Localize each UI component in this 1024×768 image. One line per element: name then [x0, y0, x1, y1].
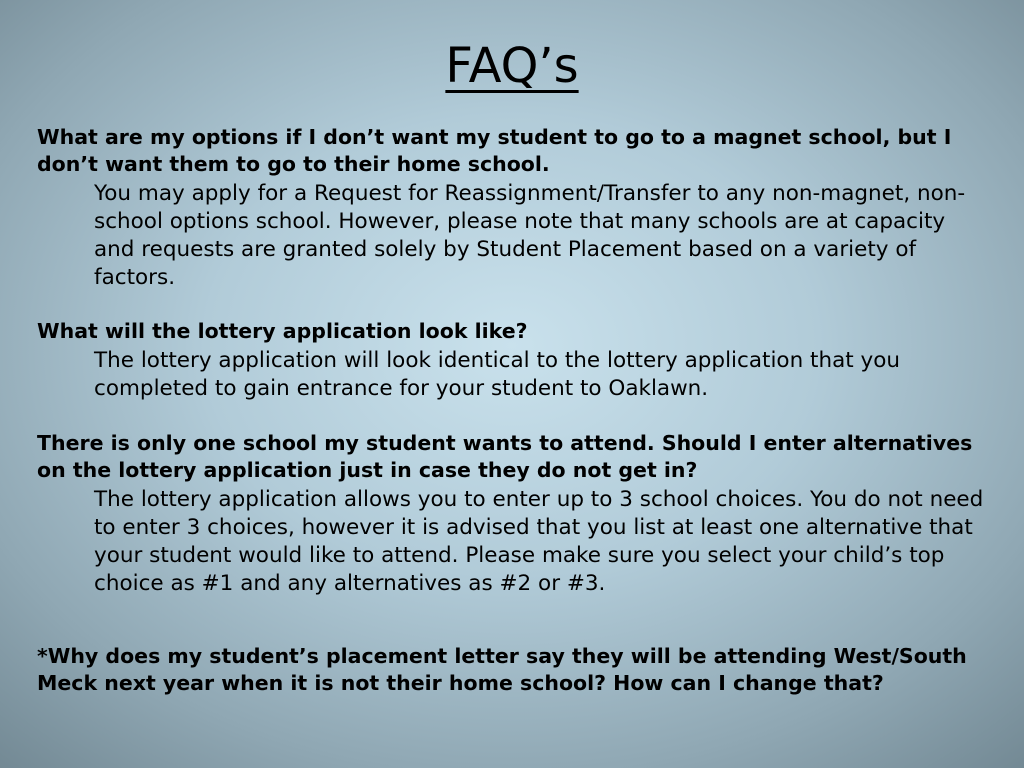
faq-question: What are my options if I don’t want my student to go to a magnet school, but I don’t want them to go to their home school. — [37, 125, 952, 176]
faq-item — [37, 430, 987, 598]
page-title — [0, 36, 1024, 96]
faq-question: There is only one school my student wants to attend. Should I enter alternatives on the lottery application just in case they do not get in? — [37, 431, 973, 482]
faq-answer: The lottery application allows you to enter up to 3 school choices. You do not need to enter 3 choices, however it is advised that you list at least one alternative that your student would like to attend. Please make sure you select your child’s top choice as #1 and any alternatives as #2 or #3. — [94, 487, 984, 596]
faq-question: *Why does my student’s placement letter say they will be attending West/South Meck next year when it is not their home school? How can I change that? — [37, 644, 967, 695]
faq-answer: You may apply for a Request for Reassignment/Transfer to any non-magnet, non-school options school. However, please note that many schools are at capacity and requests are granted solely by Student Placement based on a variety of factors. — [94, 181, 966, 290]
faq-item — [37, 318, 987, 403]
page-title-text: FAQ’s — [445, 38, 579, 94]
faq-answer: The lottery application will look identical to the lottery application that you completed to gain entrance for your student to Oaklawn. — [94, 348, 901, 401]
faq-item — [37, 643, 987, 697]
faq-question: What will the lottery application look like? — [37, 319, 528, 343]
faq-item — [37, 124, 987, 292]
